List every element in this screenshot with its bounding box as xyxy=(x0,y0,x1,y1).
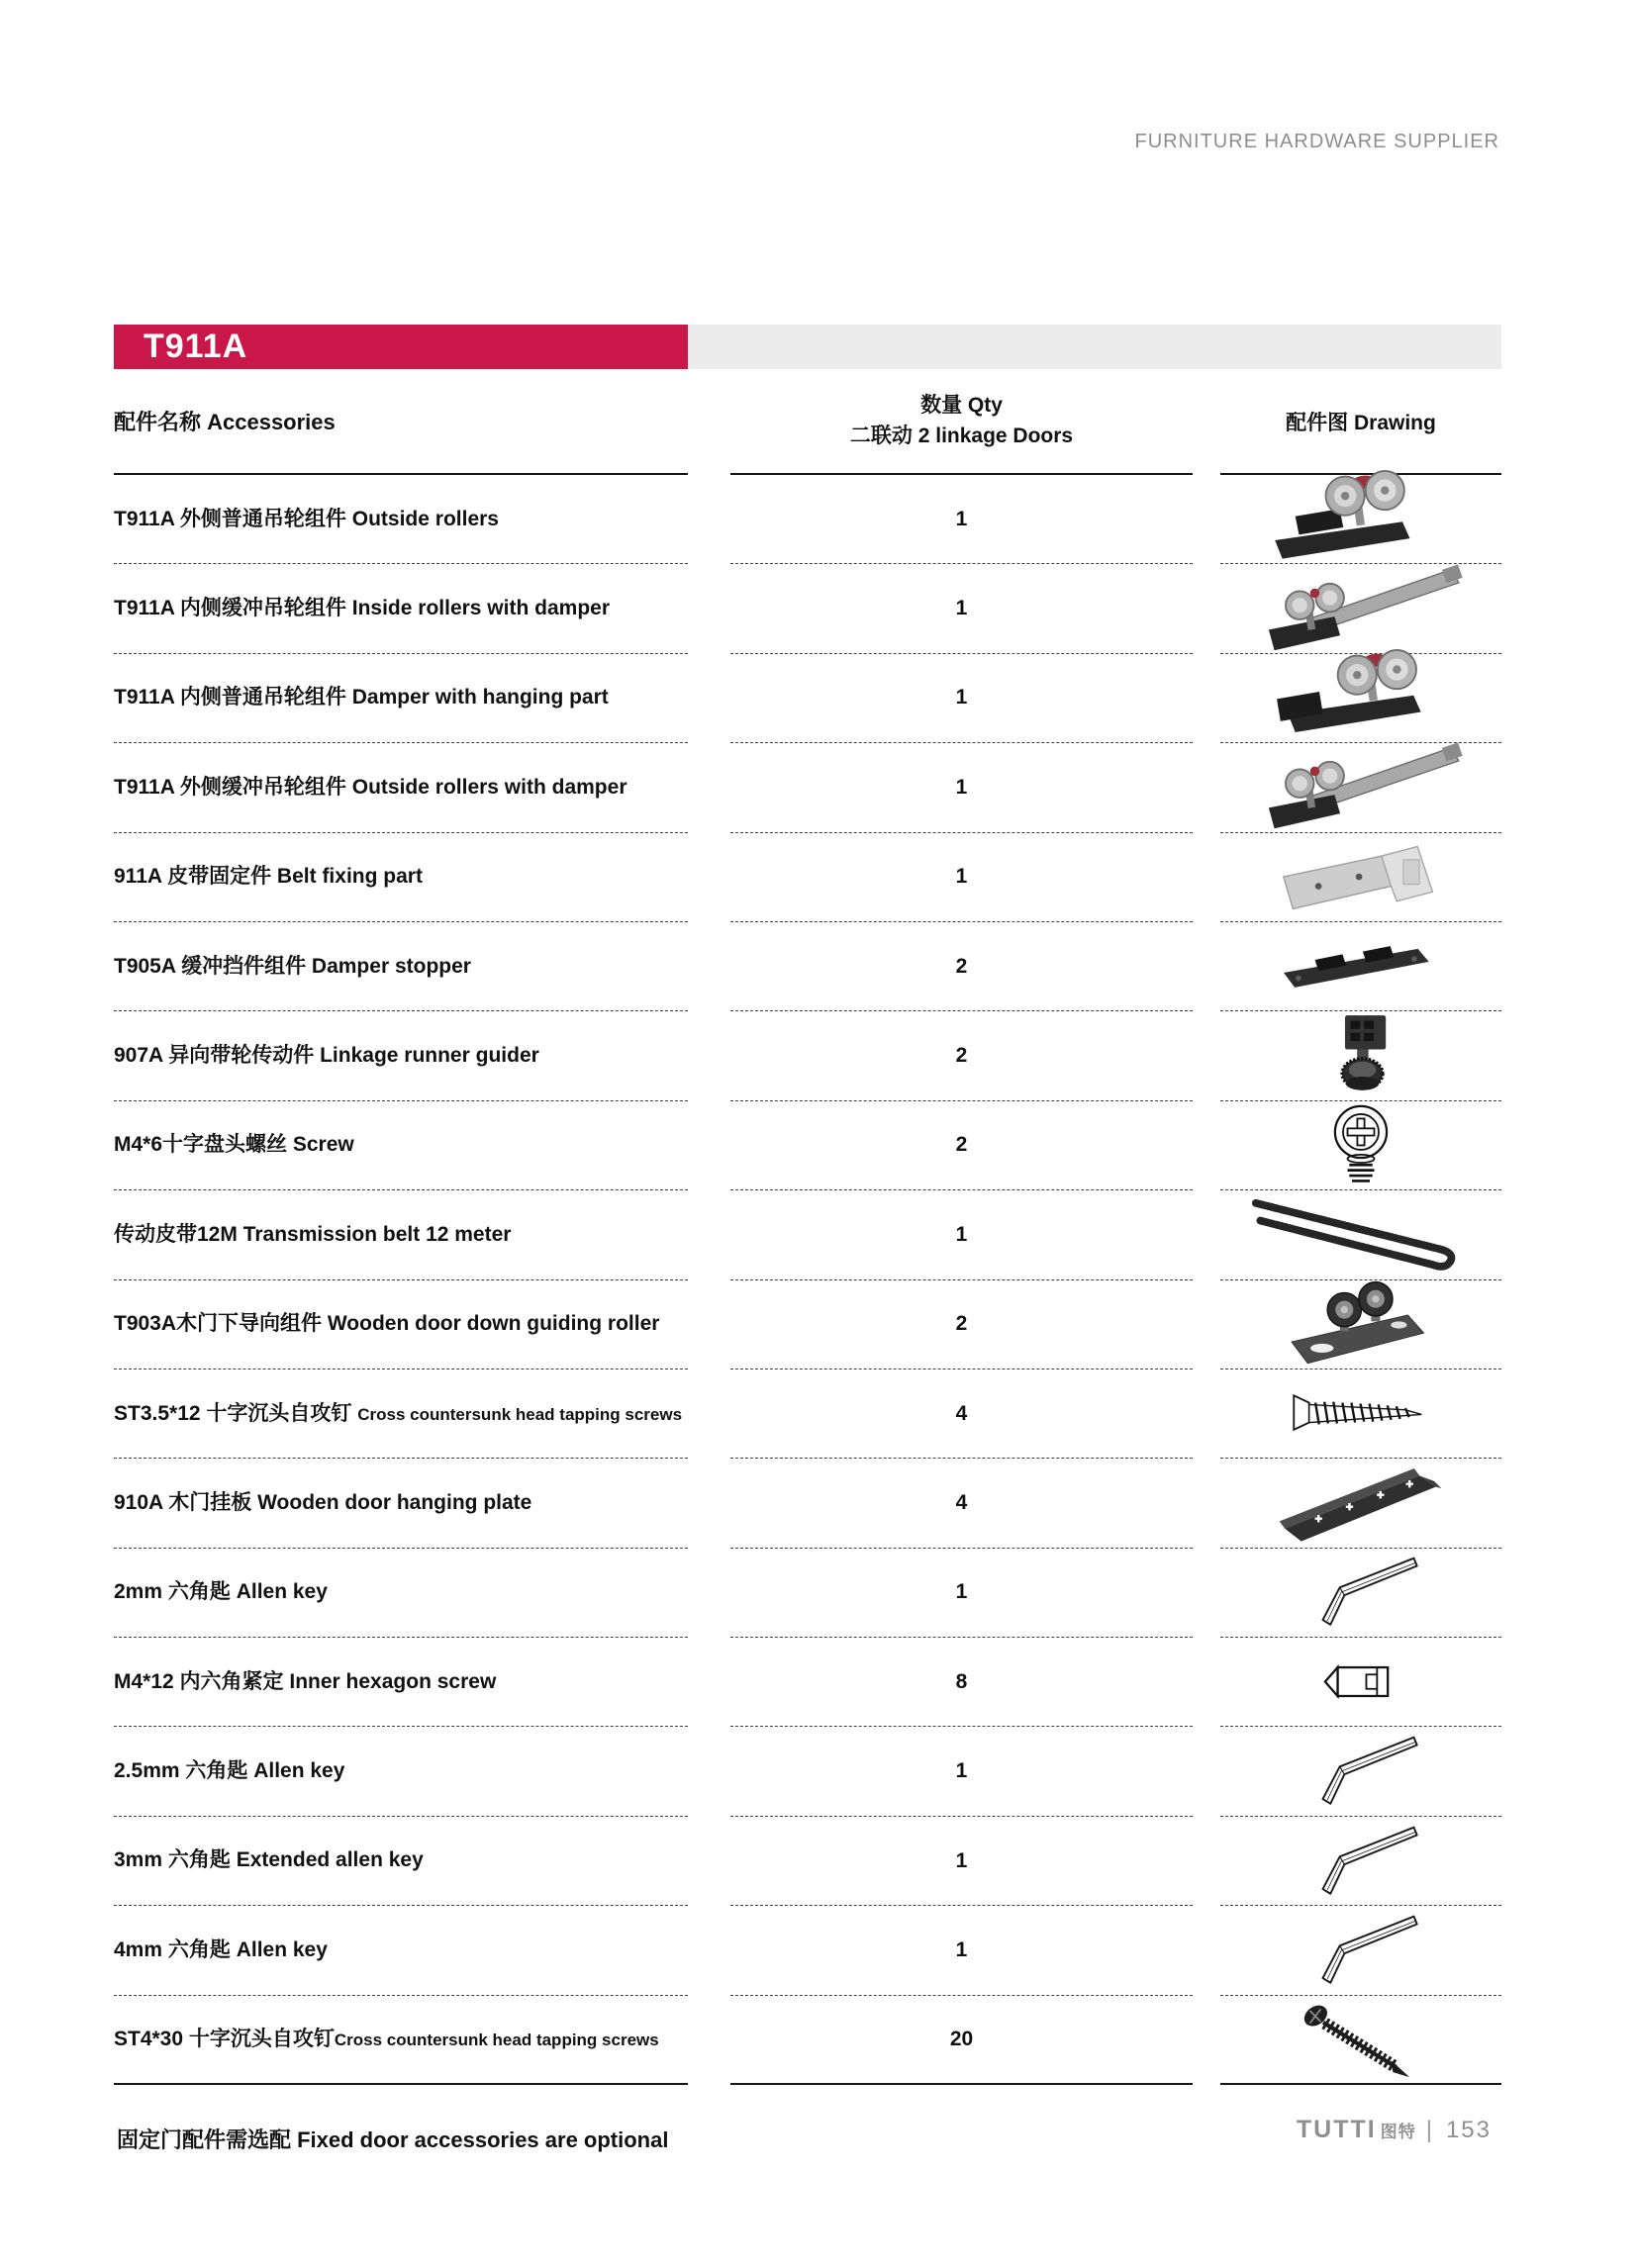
transmission-belt-photo-icon xyxy=(1250,1193,1472,1276)
table-row xyxy=(114,1101,1501,1190)
accessory-name: 907A 异向带轮传动件 Linkage runner guider xyxy=(114,1011,688,1100)
footer-divider: | xyxy=(1425,2116,1432,2143)
accessory-name: 2.5mm 六角匙 Allen key xyxy=(114,1727,688,1816)
qty-value: 1 xyxy=(730,743,1193,832)
qty-value: 1 xyxy=(730,1817,1193,1906)
linkage-runner-guider-photo-icon xyxy=(1319,1012,1402,1099)
accessory-name: 911A 皮带固定件 Belt fixing part xyxy=(114,833,688,922)
qty-value: 4 xyxy=(730,1370,1193,1459)
drawing-cell xyxy=(1220,922,1501,1011)
down-guiding-roller-photo-icon xyxy=(1283,1277,1439,1371)
qty-value: 1 xyxy=(730,475,1193,564)
table-row xyxy=(114,922,1501,1011)
drawing-cell xyxy=(1220,475,1501,564)
accessory-name: T911A 外侧普通吊轮组件 Outside rollers xyxy=(114,475,688,564)
table-row xyxy=(114,1190,1501,1279)
product-banner xyxy=(114,325,1501,369)
drawing-cell xyxy=(1220,564,1501,653)
brand-logo: TUTTI xyxy=(1296,2116,1377,2143)
accessory-name: T911A 内侧缓冲吊轮组件 Inside rollers with damper xyxy=(114,564,688,653)
table-row xyxy=(114,1280,1501,1370)
belt-fixing-part-photo-icon xyxy=(1276,837,1446,917)
hexagon-screw-drawing-icon xyxy=(1314,1654,1408,1709)
accessory-name: 3mm 六角匙 Extended allen key xyxy=(114,1817,688,1906)
drawing-cell xyxy=(1220,1370,1501,1459)
table-row xyxy=(114,1011,1501,1100)
drawing-cell xyxy=(1220,1817,1501,1906)
drawing-cell xyxy=(1220,1011,1501,1100)
accessory-name: T905A 缓冲挡件组件 Damper stopper xyxy=(114,922,688,1011)
accessory-name: 4mm 六角匙 Allen key xyxy=(114,1906,688,1995)
brand-logo-cn: 图特 xyxy=(1380,2123,1416,2141)
drawing-cell xyxy=(1220,1996,1501,2085)
hanging-plate-photo-icon xyxy=(1272,1458,1450,1549)
qty-value: 2 xyxy=(730,1011,1193,1100)
accessories-table xyxy=(114,369,1501,2085)
drawing-cell xyxy=(1220,1101,1501,1190)
header-qty-line2: 二联动 2 linkage Doors xyxy=(849,424,1074,447)
footer-note: 固定门配件需选配 Fixed door accessories are optional xyxy=(117,2127,669,2152)
tapping-screw-drawing-icon xyxy=(1287,1386,1435,1441)
qty-value: 1 xyxy=(730,1906,1193,1995)
outside-rollers-damper-photo-icon xyxy=(1248,740,1474,834)
drawing-cell xyxy=(1220,1638,1501,1727)
drawing-cell xyxy=(1220,1190,1501,1279)
table-row xyxy=(114,1370,1501,1459)
damper-hanging-part-photo-icon xyxy=(1264,647,1458,749)
drawing-cell xyxy=(1220,743,1501,832)
accessory-name: T911A 内侧普通吊轮组件 Damper with hanging part xyxy=(114,654,688,743)
accessory-name: M4*12 内六角紧定 Inner hexagon screw xyxy=(114,1638,688,1727)
table-row xyxy=(114,1727,1501,1816)
table-header-row xyxy=(114,369,1501,475)
product-banner-accent xyxy=(114,325,688,369)
accessory-name: ST4*30 十字沉头自攻钉Cross countersunk head tapping screws xyxy=(114,1996,688,2085)
qty-value: 1 xyxy=(730,654,1193,743)
accessory-name: 910A 木门挂板 Wooden door hanging plate xyxy=(114,1459,688,1548)
page-number: 153 xyxy=(1445,2116,1492,2143)
qty-value: 2 xyxy=(730,922,1193,1011)
allen-key-drawing-icon xyxy=(1300,1554,1423,1631)
allen-key-drawing-icon xyxy=(1300,1912,1423,1989)
qty-value: 1 xyxy=(730,1727,1193,1816)
table-row xyxy=(114,1549,1501,1638)
table-row xyxy=(114,1638,1501,1727)
accessory-name: 传动皮带12M Transmission belt 12 meter xyxy=(114,1190,688,1279)
accessory-name: ST3.5*12 十字沉头自攻钉 Cross countersunk head tapping screws xyxy=(114,1370,688,1459)
header-qty-line1: 数量 Qty xyxy=(920,394,1003,418)
accessory-name: T911A 外侧缓冲吊轮组件 Outside rollers with damper xyxy=(114,743,688,832)
page-footer-brand xyxy=(1297,2116,1492,2144)
table-row xyxy=(114,743,1501,832)
qty-value: 1 xyxy=(730,564,1193,653)
table-row xyxy=(114,1996,1501,2085)
drawing-cell xyxy=(1220,1727,1501,1816)
header-drawing: 配件图 Drawing xyxy=(1220,369,1501,475)
qty-value: 2 xyxy=(730,1280,1193,1370)
accessory-name: M4*6十字盘头螺丝 Screw xyxy=(114,1101,688,1190)
qty-value: 2 xyxy=(730,1101,1193,1190)
drawing-cell xyxy=(1220,1549,1501,1638)
header-accessories: 配件名称 Accessories xyxy=(114,369,688,475)
accessory-name: 2mm 六角匙 Allen key xyxy=(114,1549,688,1638)
product-title: T911A xyxy=(144,328,248,365)
allen-key-drawing-icon xyxy=(1300,1733,1423,1810)
drawing-cell xyxy=(1220,1459,1501,1548)
accessory-name: T903A木门下导向组件 Wooden door down guiding roller xyxy=(114,1280,688,1370)
header-qty xyxy=(730,369,1193,475)
drawing-cell xyxy=(1220,833,1501,922)
table-row xyxy=(114,475,1501,564)
table-row xyxy=(114,654,1501,743)
qty-value: 4 xyxy=(730,1459,1193,1548)
table-row xyxy=(114,833,1501,922)
qty-value: 1 xyxy=(730,1549,1193,1638)
qty-value: 20 xyxy=(730,1996,1193,2085)
qty-value: 8 xyxy=(730,1638,1193,1727)
damper-stopper-photo-icon xyxy=(1278,934,1444,998)
drawing-cell xyxy=(1220,1906,1501,1995)
table-row xyxy=(114,1906,1501,1995)
supplier-header: FURNITURE HARDWARE SUPPLIER xyxy=(1134,131,1499,152)
product-banner-extension xyxy=(688,325,1501,369)
dark-screw-drawing-icon xyxy=(1290,1996,1433,2083)
allen-key-drawing-icon xyxy=(1300,1823,1423,1900)
drawing-cell xyxy=(1220,654,1501,743)
table-row xyxy=(114,564,1501,653)
pan-head-screw-drawing-icon xyxy=(1325,1102,1397,1187)
table-row xyxy=(114,1817,1501,1906)
drawing-cell xyxy=(1220,1280,1501,1370)
table-row xyxy=(114,1459,1501,1548)
outside-rollers-photo-icon xyxy=(1264,468,1458,570)
qty-value: 1 xyxy=(730,833,1193,922)
qty-value: 1 xyxy=(730,1190,1193,1279)
inside-rollers-damper-photo-icon xyxy=(1248,562,1474,656)
